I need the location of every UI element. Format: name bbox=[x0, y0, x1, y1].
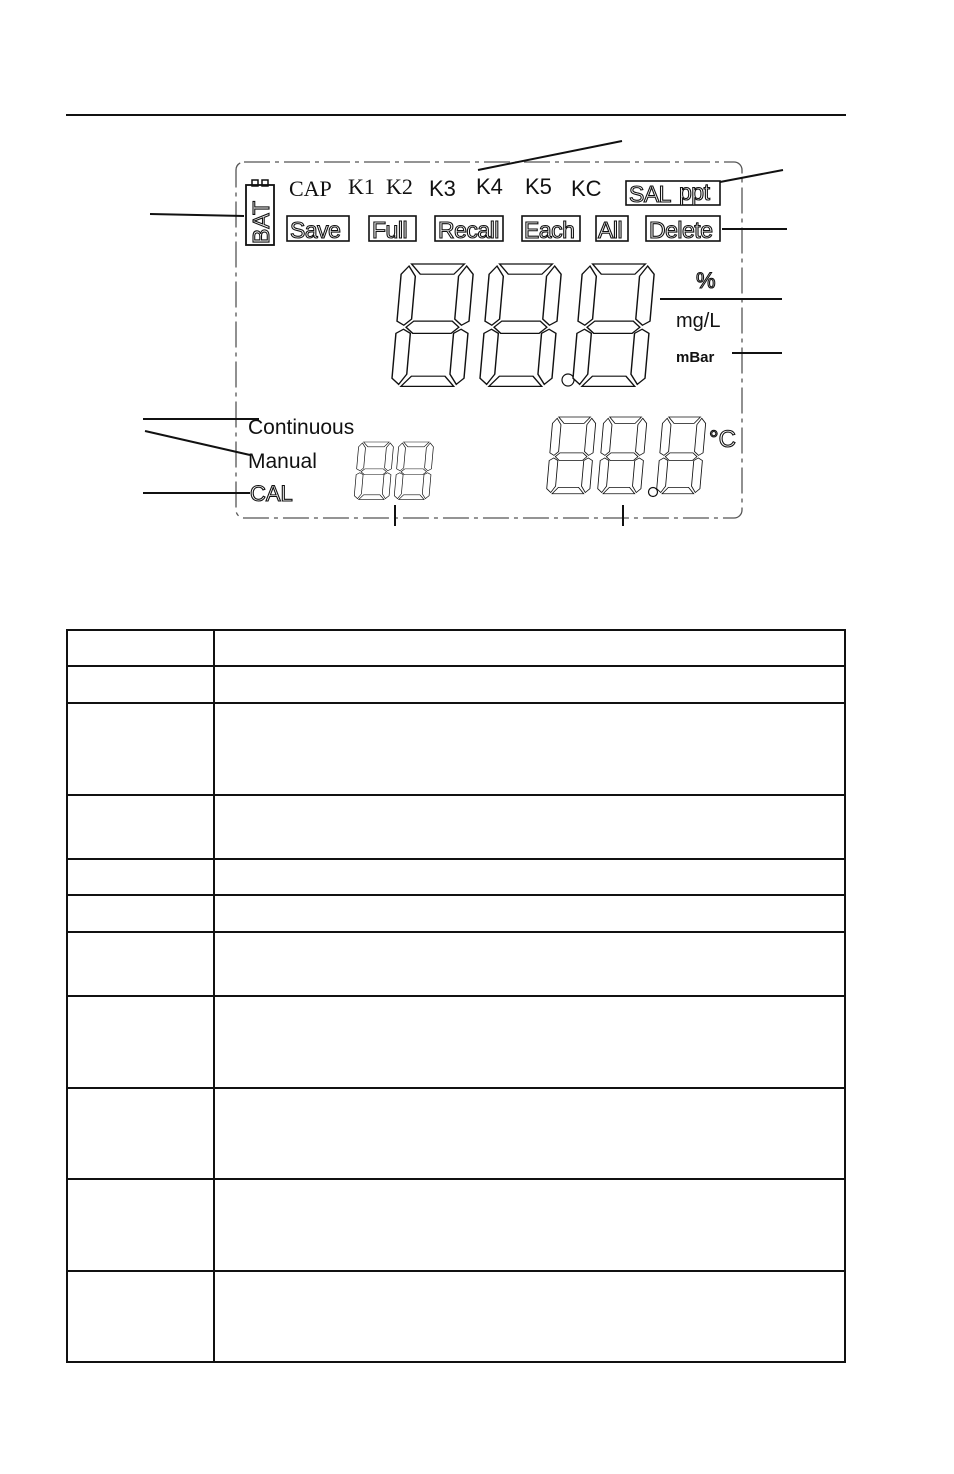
table-row bbox=[67, 1088, 845, 1179]
table-cell bbox=[214, 859, 845, 895]
table-cell bbox=[214, 932, 845, 996]
table-cell bbox=[67, 1088, 214, 1179]
table-row bbox=[67, 666, 845, 703]
battery-icon bbox=[246, 180, 274, 245]
table-cell bbox=[67, 932, 214, 996]
percent-unit: % bbox=[696, 268, 716, 293]
temperature-digits bbox=[546, 417, 736, 497]
table-cell bbox=[67, 795, 214, 859]
mgl-unit: mg/L bbox=[676, 310, 721, 332]
table-cell bbox=[214, 1088, 845, 1179]
table-cell bbox=[214, 795, 845, 859]
k-label-row bbox=[289, 174, 602, 201]
recall-label: Recall bbox=[438, 217, 499, 243]
table-cell bbox=[67, 1179, 214, 1271]
celsius-unit: °C bbox=[709, 426, 736, 453]
all-label: All bbox=[598, 217, 623, 243]
table-row bbox=[67, 996, 845, 1088]
lcd-diagram bbox=[0, 0, 954, 600]
table-cell bbox=[214, 996, 845, 1088]
k1-label: K1 bbox=[348, 174, 375, 199]
table-cell bbox=[214, 666, 845, 703]
table-row bbox=[67, 1179, 845, 1271]
full-label: Full bbox=[372, 217, 408, 243]
table-cell bbox=[214, 1179, 845, 1271]
k2-label: K2 bbox=[386, 174, 413, 199]
table-row bbox=[67, 932, 845, 996]
salinity-indicator bbox=[626, 179, 720, 207]
table-cell bbox=[214, 1271, 845, 1362]
mbar-unit: mBar bbox=[676, 349, 715, 366]
cal-label: CAL bbox=[250, 481, 293, 506]
table-cell bbox=[67, 895, 214, 932]
table-cell bbox=[67, 1271, 214, 1362]
table-cell bbox=[67, 703, 214, 795]
k4-label: K4 bbox=[476, 174, 503, 199]
each-label: Each bbox=[524, 217, 575, 243]
table-cell bbox=[67, 666, 214, 703]
memory-labels bbox=[287, 216, 720, 243]
table-row bbox=[67, 1271, 845, 1362]
continuous-label: Continuous bbox=[248, 416, 355, 439]
table-row bbox=[67, 859, 845, 895]
bat-label: BAT bbox=[248, 200, 274, 244]
mode-labels bbox=[248, 416, 354, 506]
kc-label: KC bbox=[571, 176, 602, 201]
table-row bbox=[67, 895, 845, 932]
table-row bbox=[67, 795, 845, 859]
table-cell bbox=[214, 895, 845, 932]
table-cell bbox=[214, 703, 845, 795]
sal-label: SAL bbox=[629, 181, 671, 207]
save-label: Save bbox=[290, 217, 341, 243]
table-cell bbox=[67, 996, 214, 1088]
ppt-label: ppt bbox=[679, 179, 710, 205]
small-digits bbox=[354, 442, 434, 500]
manual-label: Manual bbox=[248, 450, 317, 473]
table-row bbox=[67, 703, 845, 795]
indicator-description-table bbox=[66, 629, 846, 1363]
table-row bbox=[67, 630, 845, 666]
delete-label: Delete bbox=[649, 217, 713, 243]
unit-labels bbox=[676, 268, 720, 366]
cap-label: CAP bbox=[289, 176, 332, 201]
table-cell bbox=[67, 630, 214, 666]
table-cell bbox=[214, 630, 845, 666]
k3-label: K3 bbox=[429, 176, 456, 201]
main-reading-digits bbox=[391, 264, 655, 386]
table-cell bbox=[67, 859, 214, 895]
k5-label: K5 bbox=[525, 174, 552, 199]
